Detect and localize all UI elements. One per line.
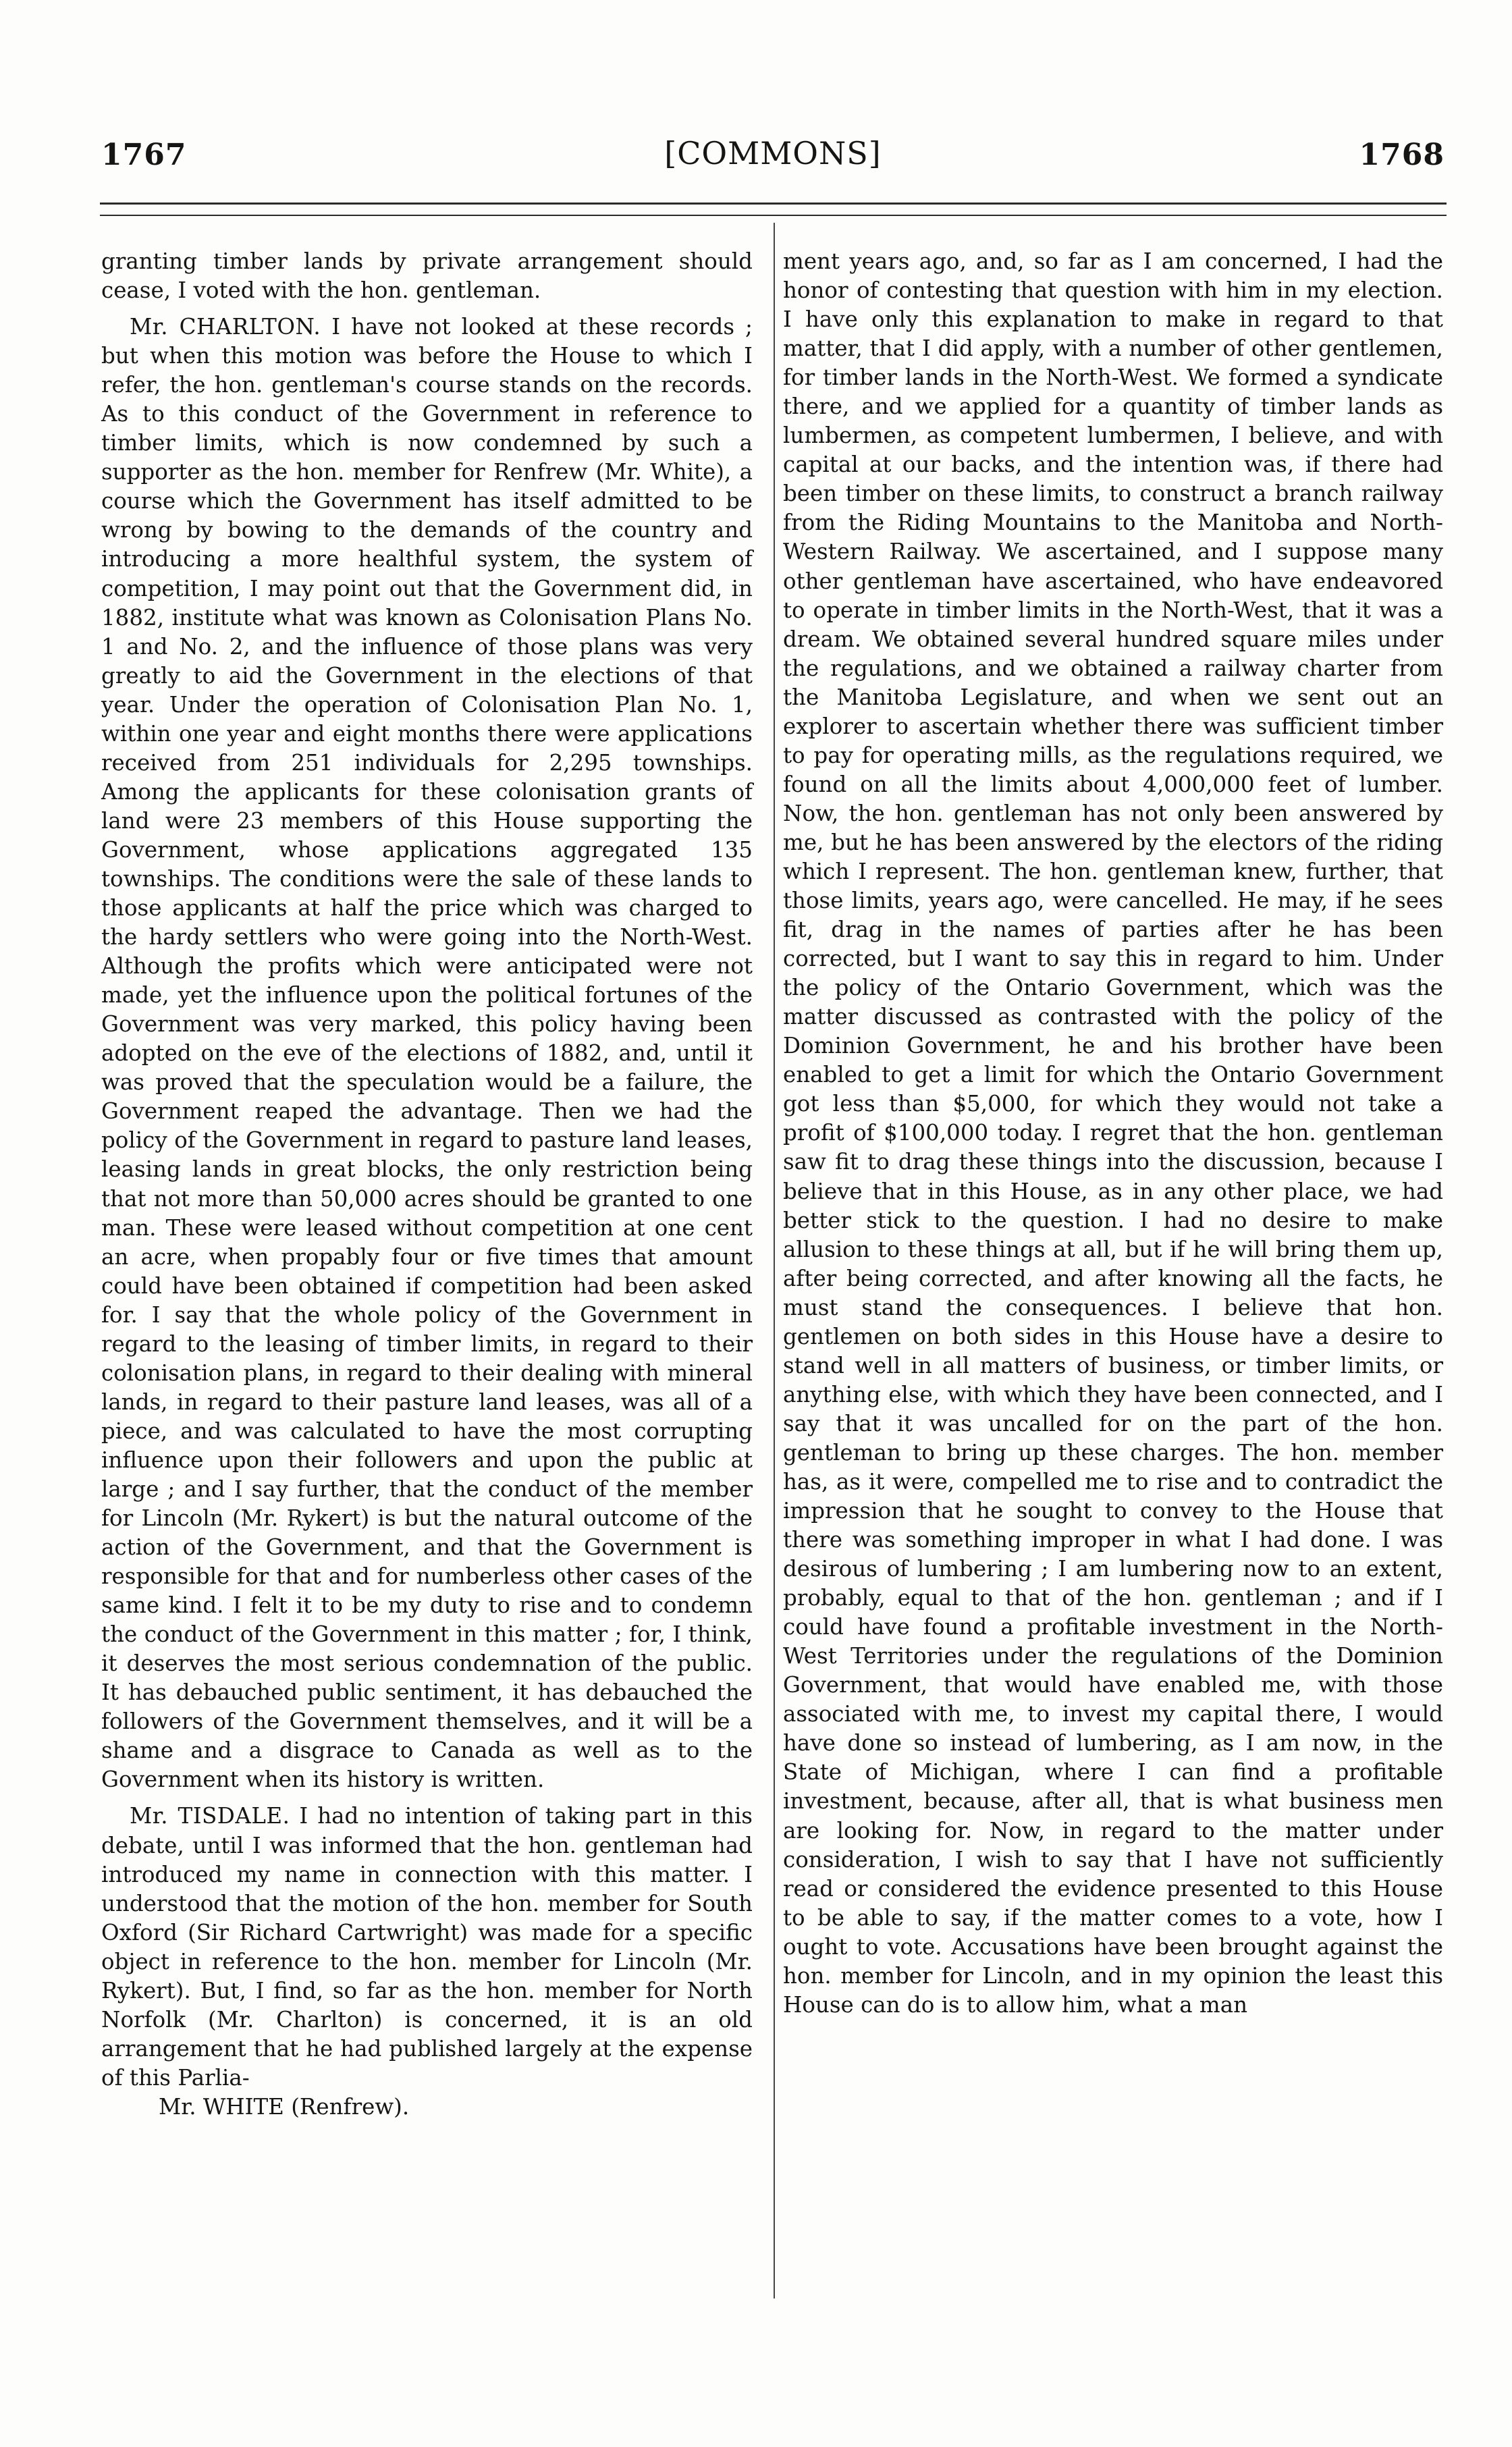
running-head-title: [COMMONS] — [664, 135, 882, 171]
column-divider — [774, 223, 775, 2298]
paragraph-continued: granting timber lands by private arrangement should cease, I voted with the hon. gentleman. — [101, 248, 753, 304]
speaker-name: Mr. TISDALE. — [130, 1803, 290, 1829]
speech-text: I had no intention of taking part in this debate, until I was informed that the hon. gentleman had introduced my name in connection with this matter. I understood that the motion of the hon. member for South Oxford (Sir Richard Cartwright) was made for a specific object in reference to the hon. member for Lincoln (Mr. Rykert). But, I find, so far as the hon. member for North Norfolk (Mr. Charlton) is concerned, it is an old arrangement that he had published largely at the expense of this Parlia- — [101, 1803, 753, 2091]
page-number-left: 1767 — [101, 138, 187, 172]
speech-text: I have not looked at these records ; but when this motion was before the House to which I refer, the hon. gentleman's course stands on the records. As to this conduct of the Government in reference to timber limits, which is now condemned by such a supporter as the hon. member for Renfrew (Mr. White), a course which the Government has itself admitted to be wrong by bowing to the demands of the country and introducing a more healthful system, the system of competition, I may point out that the Government did, in 1882, institute what was known as Colonisation Plans No. 1 and No. 2, and the influence of those plans was very greatly to aid the Government in the elections of that year. Under the operation of Colonisation Plan No. 1, within one year and eight months there were applications received from 251 individuals for 2,295 townships. Among the applicants for these colonisation grants of land were 23 members of this House supporting the Government, whose applications aggregated 135 townships. The conditions were the sale of these lands to those applicants at half the price which was charged to the hardy settlers who were going into the North-West. Although the profits which were anticipated were not made, yet the influence upon the political fortunes of the Government was very marked, this policy having been adopted on the eve of the elections of 1882, and, until it was proved that the speculation would be a failure, the Government reaped the advantage. Then we had the policy of the Government in regard to pasture land leases, leasing lands in great blocks, the only restriction being that not more than 50,000 acres should be granted to one man. These were leased without competition at one cent an acre, when propably four or five times that amount could have been obtained if competition had been asked for. I say that the whole policy of the Government in regard to the leasing of timber limits, in regard to their colonisation plans, in regard to their dealing with mineral lands, in regard to their pasture land leases, was all of a piece, and was calculated to have the most corrupting influence upon their followers and upon the public at large ; and I say further, that the conduct of the member for Lincoln (Mr. Rykert) is but the natural outcome of the action of the Government, and that the Government is responsible for that and for numberless other cases of the same kind. I felt it to be my duty to rise and to condemn the conduct of the Government in this matter ; for, I think, it deserves the most serious condemnation of the public. It has debauched public sentiment, it has debauched the followers of the Government themselves, and it will be a shame and a disgrace to Canada as well as to the Government when its history is written. — [101, 314, 753, 1793]
paragraph-continued: ment years ago, and, so far as I am concerned, I had the honor of contesting that question with him in my election. I have only this explanation to make in regard to that matter, that I did apply, with a number of other gentlemen, for timber lands in the North-West. We formed a syndicate there, and we applied for a quantity of timber lands as lumbermen, as competent lumbermen, I believe, and with capital at our backs, and the intention was, if there had been timber on these limits, to construct a branch railway from the Riding Mountains to the Manitoba and North-Western Railway. We ascertained, and I suppose many other gentleman have ascertained, who have endeavored to operate in timber limits in the North-West, that it was a dream. We obtained several hundred square miles under the regulations, and we obtained a railway charter from the Manitoba Legislature, and when we sent out an explorer to ascertain whether there was sufficient timber to pay for operating mills, as the regulations required, we found on all the limits about 4,000,000 feet of lumber. Now, the hon. gentleman has not only been answered by me, but he has been answered by the electors of the riding which I represent. The hon. gentleman knew, further, that those limits, years ago, were cancelled. He may, if he sees fit, drag in the names of parties after he has been corrected, but I want to say this in regard to him. Under the policy of the Ontario Government, which was the matter discussed as contrasted with the policy of the Dominion Government, he and his brother have been enabled to get a limit for which the Ontario Government got less than $5,000, for which they would not take a profit of $100,000 today. I regret that the hon. gentleman saw fit to drag these things into the discussion, because I believe that in this House, as in any other place, we had better stick to the question. I had no desire to make allusion to these things at all, but if he will bring them up, after being corrected, and after knowing all the facts, he must stand the consequences. I believe that hon. gentlemen on both sides in this House have a desire to stand well in all matters of business, or timber limits, or anything else, with which they have been connected, and I say that it was uncalled for on the part of the hon. gentleman to bring up these charges. The hon. member has, as it were, compelled me to rise and to contradict the impression that he sought to convey to the House that there was something improper in what I had done. I was desirous of lumbering ; I am lumbering now to an extent, probably, equal to that of the hon. gentleman ; and if I could have found a profitable investment in the North-West Territories under the regulations of the Dominion Government, that would have enabled me, with those associated with me, to invest my capital there, I would have done so instead of lumbering, as I am now, in the State of Michigan, where I can find a profitable investment, because, after all, that is what business men are looking for. Now, in regard to the matter under consideration, I wish to say that I have not sufficiently read or considered the evidence presented to this House to be able to say, if the matter comes to a vote, how I ought to vote. Accusations have been brought against the hon. member for Lincoln, and in my opinion the least this House can do is to allow him, what a man — [783, 248, 1443, 2018]
page-number-right: 1768 — [1359, 138, 1444, 172]
speech-tisdale — [101, 1802, 753, 2092]
left-column — [101, 247, 753, 2122]
header-rule — [100, 203, 1447, 205]
speaker-name: Mr. CHARLTON. — [130, 314, 321, 340]
page-header — [101, 132, 1444, 180]
speech-charlton — [101, 313, 753, 1794]
signature-line: Mr. WHITE (Renfrew). — [159, 2093, 410, 2120]
right-column — [783, 247, 1443, 2020]
header-rule-secondary — [100, 215, 1447, 216]
